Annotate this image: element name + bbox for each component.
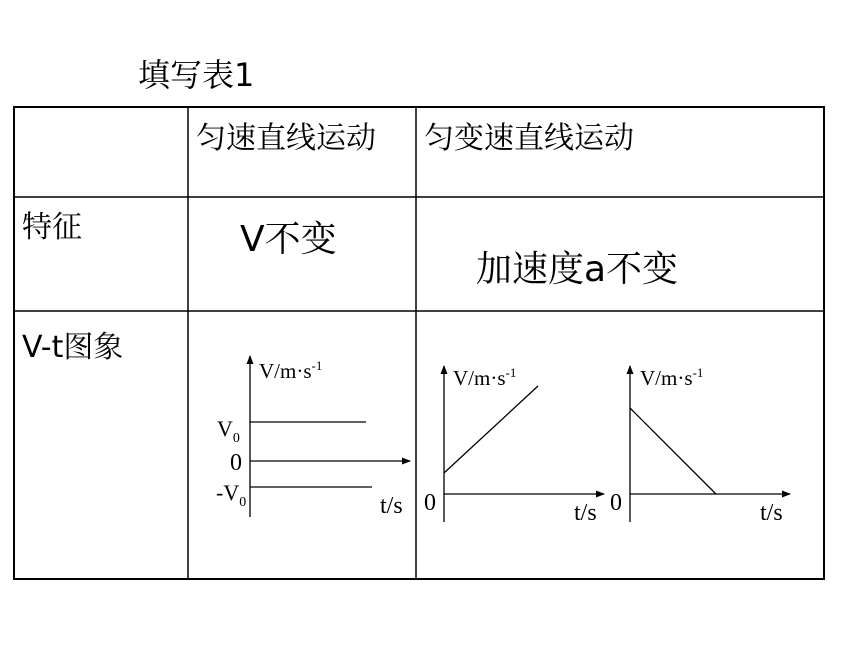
page-title: 填写表1: [138, 56, 255, 94]
row-label-characteristics: 特征: [22, 210, 82, 245]
uniform-v0-label: $V_0$: [217, 416, 240, 446]
row-label-vt-graph: V-t图象: [22, 330, 124, 365]
uniform-characteristic: V不变: [240, 219, 337, 260]
header-uniform-motion: 匀速直线运动: [196, 121, 376, 156]
decel-y-label: $V/m\cdot s^{-1}$: [640, 365, 704, 390]
accel-zero-label: 0: [424, 490, 436, 516]
uniform-zero-label: 0: [230, 450, 242, 476]
decel-line: [630, 408, 716, 494]
uniform-x-label: t/s: [380, 493, 403, 519]
decel-zero-label: 0: [610, 490, 622, 516]
header-uniformly-varied-motion: 匀变速直线运动: [424, 121, 634, 156]
accel-y-label: $V/m\cdot s^{-1}$: [453, 365, 517, 390]
varied-characteristic: 加速度a不变: [476, 249, 679, 290]
uniform-y-label: $V/m\cdot s^{-1}$: [259, 358, 323, 383]
decel-x-label: t/s: [760, 500, 783, 526]
accel-x-label: t/s: [574, 500, 597, 526]
uniform-neg-v0-label: $-V_0$: [216, 480, 247, 510]
